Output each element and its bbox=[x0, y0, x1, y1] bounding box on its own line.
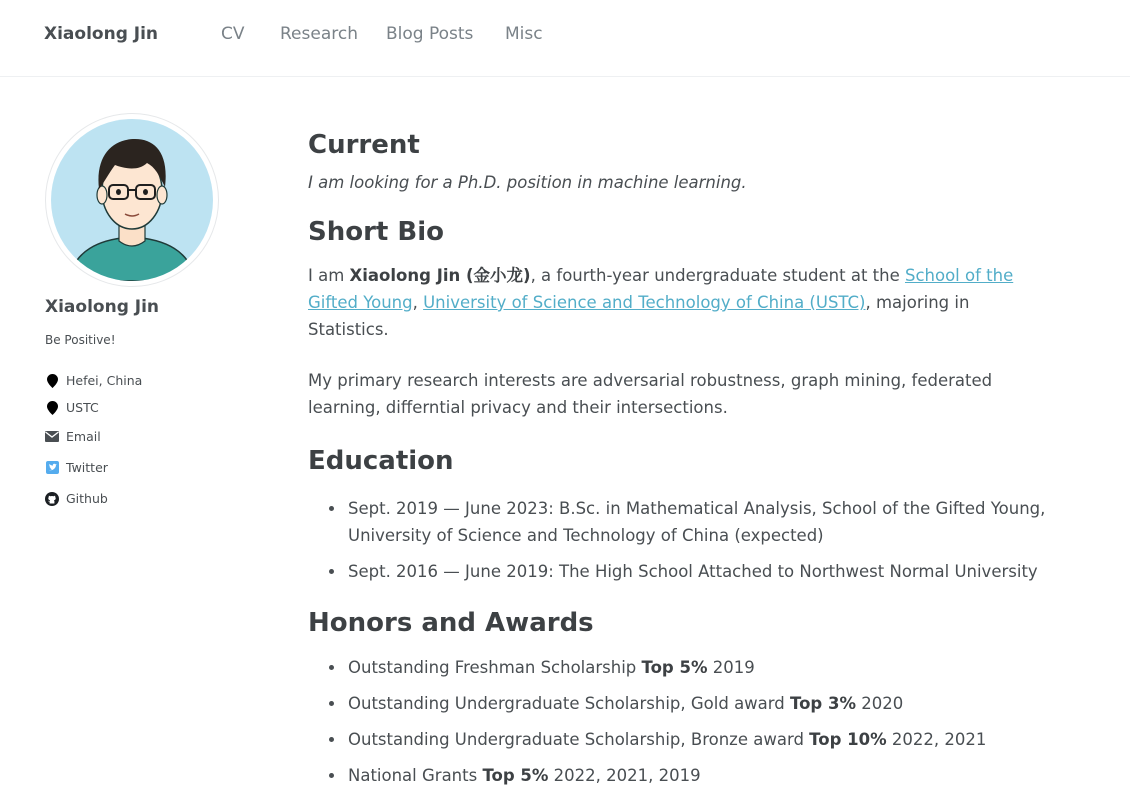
meta-location-label: Hefei, China bbox=[66, 373, 143, 388]
heading-honors: Honors and Awards bbox=[308, 608, 594, 638]
main-content bbox=[308, 126, 1048, 789]
meta-email[interactable] bbox=[45, 429, 101, 444]
list-item: National Grants Top 5% 2022, 2021, 2019 bbox=[308, 762, 1048, 789]
envelope-icon bbox=[45, 430, 59, 444]
list-item: Outstanding Freshman Scholarship Top 5% 2019 bbox=[308, 654, 1048, 681]
sgy-link[interactable]: School of the Gifted Young bbox=[308, 266, 1014, 312]
map-marker-icon bbox=[45, 374, 59, 388]
heading-current: Current bbox=[308, 130, 420, 160]
nav-blog-posts[interactable]: Blog Posts bbox=[386, 24, 474, 44]
meta-twitter[interactable] bbox=[45, 460, 108, 475]
meta-institution-label: USTC bbox=[66, 400, 99, 415]
ustc-link[interactable]: University of Science and Technology of China (USTC) bbox=[423, 293, 866, 312]
heading-education: Education bbox=[308, 446, 454, 476]
github-icon bbox=[45, 492, 59, 506]
nav-misc[interactable]: Misc bbox=[505, 24, 543, 44]
map-marker-icon bbox=[45, 401, 59, 415]
honors-list bbox=[308, 654, 1048, 789]
list-item: Sept. 2019 — June 2023: B.Sc. in Mathematical Analysis, School of the Gifted Young, University of Science and Technology of China (expected) bbox=[308, 495, 1048, 549]
education-list bbox=[308, 495, 1048, 585]
avatar-illustration bbox=[51, 119, 213, 281]
masthead bbox=[0, 0, 1130, 77]
site-title-link[interactable]: Xiaolong Jin bbox=[44, 24, 159, 44]
meta-institution bbox=[45, 400, 99, 415]
meta-location bbox=[45, 373, 142, 388]
meta-github[interactable] bbox=[45, 491, 108, 506]
bio-name: Xiaolong Jin (金小龙) bbox=[349, 266, 531, 285]
twitter-icon bbox=[45, 461, 59, 475]
bio-paragraph: I am Xiaolong Jin (金小龙), a fourth-year undergraduate student at the School of the Gifted Young, University of Science and Technology of China (USTC), majoring in Statistics. bbox=[308, 266, 1014, 339]
github-link[interactable]: Github bbox=[66, 491, 108, 506]
current-text: I am looking for a Ph.D. position in machine learning. bbox=[308, 173, 747, 192]
nav-research[interactable]: Research bbox=[280, 24, 358, 44]
nav-cv[interactable]: CV bbox=[221, 24, 245, 44]
twitter-link[interactable]: Twitter bbox=[66, 460, 108, 475]
author-name: Xiaolong Jin bbox=[45, 297, 160, 317]
avatar bbox=[45, 113, 219, 287]
heading-short-bio: Short Bio bbox=[308, 217, 444, 247]
list-item: Sept. 2016 — June 2019: The High School Attached to Northwest Normal University bbox=[308, 558, 1048, 585]
list-item: Outstanding Undergraduate Scholarship, Gold award Top 3% 2020 bbox=[308, 690, 1048, 717]
list-item: Outstanding Undergraduate Scholarship, Bronze award Top 10% 2022, 2021 bbox=[308, 726, 1048, 753]
research-interests: My primary research interests are adversarial robustness, graph mining, federated learning, differntial privacy and their intersections. bbox=[308, 371, 993, 417]
email-link[interactable]: Email bbox=[66, 429, 101, 444]
author-bio: Be Positive! bbox=[45, 333, 116, 347]
